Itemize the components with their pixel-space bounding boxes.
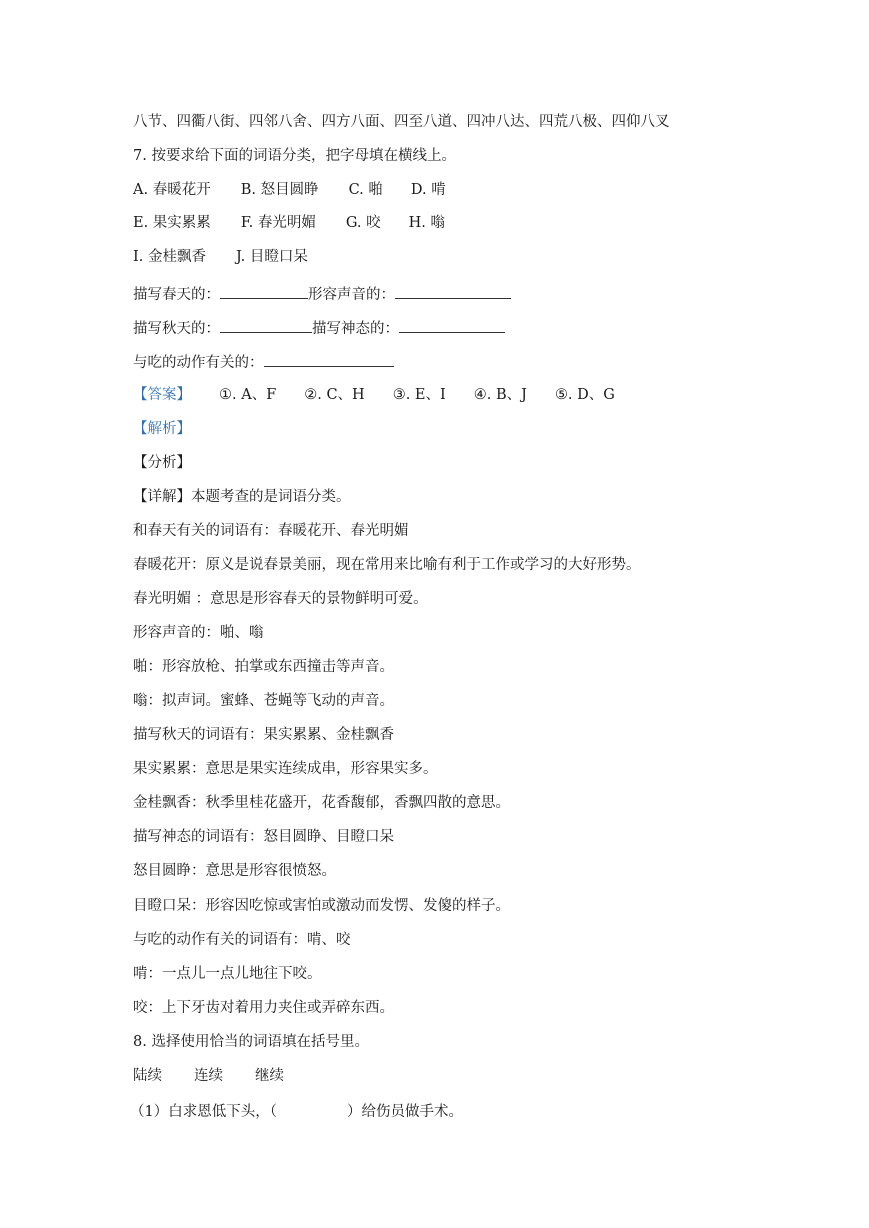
text-line: 春光明媚 ：意思是形容春天的景物鲜明可爱。 xyxy=(133,591,428,607)
sentence-1-start: （1）白求恩低下头，（ xyxy=(130,1104,277,1120)
answer-3: ③. E、I xyxy=(392,387,446,403)
option-c: C. 啪 xyxy=(348,182,383,198)
text-line: 金桂飘香：秋季里桂花盛开，花香馥郁，香飘四散的意思。 xyxy=(133,795,510,811)
expression-label: 描写神态的： xyxy=(312,321,399,337)
question-7-title: 7. 按要求给下面的词语分类，把字母填在横线上。 xyxy=(133,148,456,164)
word-choice: 继续 xyxy=(255,1068,284,1084)
sentence-1-end: ）给伤员做手术。 xyxy=(346,1104,463,1120)
idiom-list-line: 八节、四衢八街、四邻八舍、四方八面、四至八道、四冲八达、四荒八极、四仰八叉 xyxy=(133,114,670,130)
text-line: 咬：上下牙齿对着用力夹住或弄碎东西。 xyxy=(133,1000,394,1016)
option-g: G. 咬 xyxy=(345,215,381,231)
text-line: 啃：一点儿一点儿地往下咬。 xyxy=(133,966,322,982)
answer-4: ④. B、J xyxy=(473,387,527,403)
word-choice: 连续 xyxy=(194,1068,223,1084)
detail-intro: 【详解】本题考查的是词语分类。 xyxy=(133,489,351,505)
option-e: E. 果实累累 xyxy=(133,215,211,231)
option-a: A. 春暖花开 xyxy=(133,182,211,198)
options-row-1 xyxy=(133,180,446,200)
option-d: D. 啃 xyxy=(410,182,446,198)
option-h: H. 嗡 xyxy=(408,215,446,231)
text-line: 描写秋天的词语有：果实累累、金桂飘香 xyxy=(133,727,394,743)
autumn-blank[interactable] xyxy=(220,318,312,333)
word-choice: 陆续 xyxy=(133,1068,162,1084)
options-row-2 xyxy=(133,213,445,233)
text-line: 果实累累：意思是果实连续成串，形容果实多。 xyxy=(133,761,438,777)
sound-blank[interactable] xyxy=(395,284,511,299)
fenxi-heading: 【分析】 xyxy=(133,455,191,471)
eat-blank[interactable] xyxy=(264,352,394,367)
answer-label: 【答案】 xyxy=(133,387,191,403)
autumn-label: 描写秋天的： xyxy=(133,321,220,337)
question-8-title: 8. 选择使用恰当的词语填在括号里。 xyxy=(133,1034,369,1050)
options-row-3 xyxy=(133,247,308,267)
answer-5: ⑤. D、G xyxy=(554,387,615,403)
text-line: 怒目圆睁：意思是形容很愤怒。 xyxy=(133,863,336,879)
text-line: 形容声音的：啪、嗡 xyxy=(133,625,264,641)
text-line: 嗡：拟声词。蜜蜂、苍蝇等飞动的声音。 xyxy=(133,693,394,709)
option-j: J. 目瞪口呆 xyxy=(235,249,308,265)
text-line: 和春天有关的词语有：春暖花开、春光明媚 xyxy=(133,523,409,539)
text-line: 描写神态的词语有：怒目圆睁、目瞪口呆 xyxy=(133,829,394,845)
sentence-1 xyxy=(130,1102,463,1122)
answer-1: ①. A、F xyxy=(219,387,277,403)
blank-row-1 xyxy=(133,284,511,305)
text-line: 啪：形容放枪、拍掌或东西撞击等声音。 xyxy=(133,659,394,675)
option-b: B. 怒目圆睁 xyxy=(240,182,319,198)
blank-row-2 xyxy=(133,318,505,339)
expression-blank[interactable] xyxy=(399,318,505,333)
text-line: 与吃的动作有关的词语有：啃、咬 xyxy=(133,932,351,948)
option-i: I. 金桂飘香 xyxy=(133,249,206,265)
answer-2: ②. C、H xyxy=(304,387,365,403)
analysis-heading: 【解析】 xyxy=(133,421,191,437)
sound-label: 形容声音的： xyxy=(308,287,395,303)
answer-row xyxy=(133,385,615,405)
blank-row-3 xyxy=(133,352,394,373)
word-choices xyxy=(133,1066,284,1086)
option-f: F. 春光明媚 xyxy=(240,215,316,231)
text-line: 春暖花开：原义是说春景美丽，现在常用来比喻有利于工作或学习的大好形势。 xyxy=(133,557,641,573)
spring-blank[interactable] xyxy=(220,284,308,299)
text-line: 目瞪口呆：形容因吃惊或害怕或激动而发愣、发傻的样子。 xyxy=(133,898,510,914)
spring-label: 描写春天的： xyxy=(133,287,220,303)
eat-label: 与吃的动作有关的： xyxy=(133,355,264,371)
